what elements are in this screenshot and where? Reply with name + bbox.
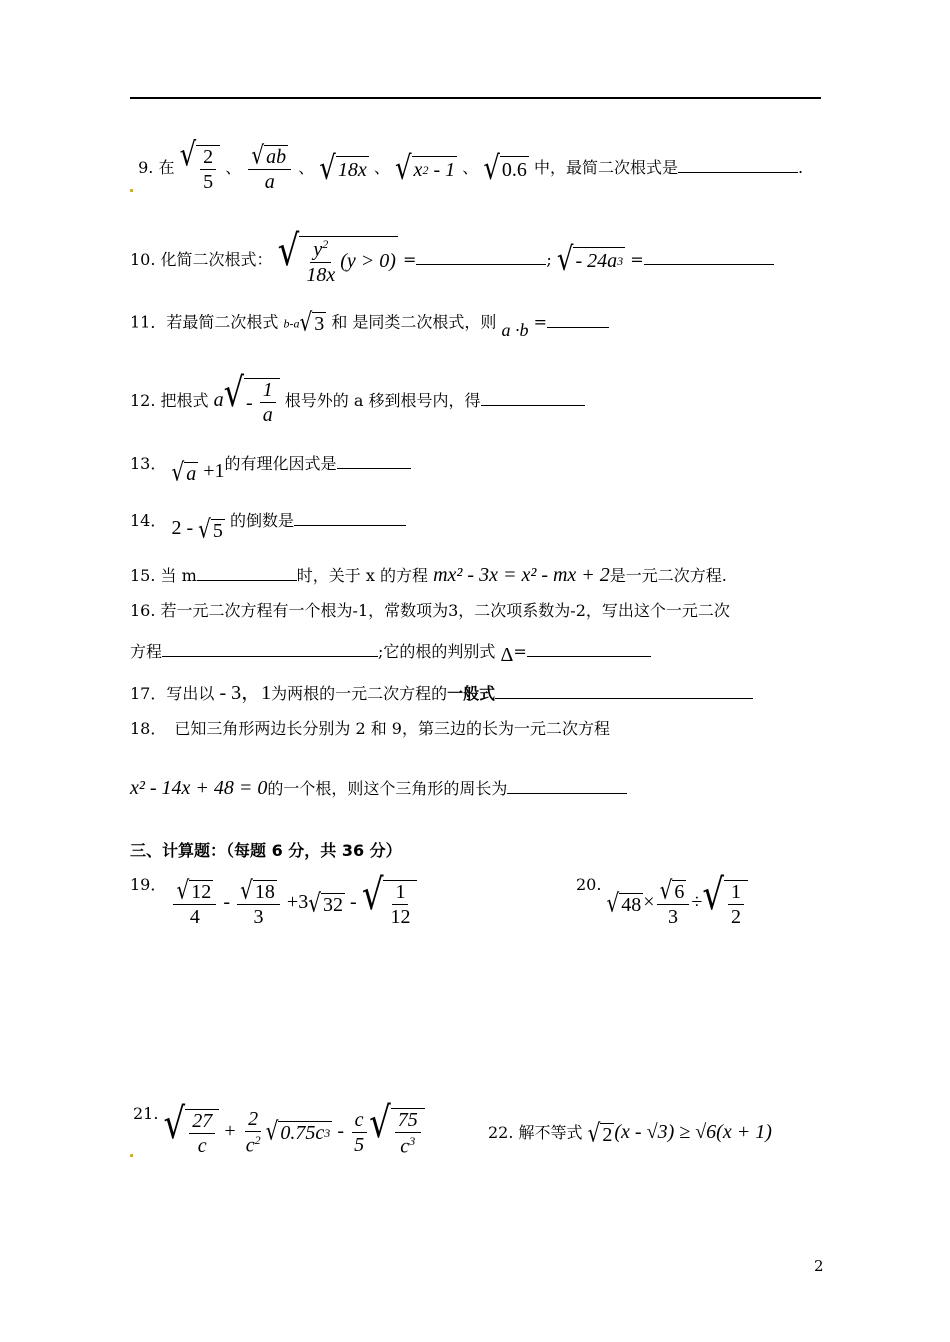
expr-c-over-5: $\frac{c}{5}$	[351, 1110, 367, 1155]
radical-x2-1: √ x 2 - 1	[394, 149, 456, 188]
question-20: 20. √ 48 × √ 6 3 ÷ √ $\frac{1}{2}$	[576, 880, 748, 927]
radical-0-75c3: √ 0.75 c 3	[265, 1116, 331, 1147]
question-12: 12. 把根式 a √ - $\frac{1}{a}$ 根号外的 a 移到根号内，得	[130, 378, 585, 425]
expr-2-over-c2: $\frac{2}{c^2}$	[245, 1108, 261, 1157]
answer-blank-12[interactable]	[481, 405, 585, 406]
question-15: 15. 当 m 时，关于 x 的方程 mx² - 3x = x² - mx + 2是一元二次方程.	[130, 564, 727, 586]
expr-sqrt6-over-3: √ 6 3	[657, 880, 690, 927]
radical-neg24a3: √ - 24a 3	[556, 241, 624, 280]
radical-3: √ 3	[299, 306, 325, 337]
page-number: 2	[814, 1257, 824, 1275]
question-17: 17．写出以 - 3，1为两根的一元二次方程的一般式	[130, 683, 753, 703]
radical-18x: √ 18 x	[319, 149, 367, 188]
radical-32: √ 32	[308, 887, 343, 918]
radical-a: √ a	[171, 456, 197, 487]
answer-blank-9[interactable]	[678, 172, 798, 173]
question-18-line2: x² - 14x + 48 = 0的一个根，则这个三角形的周长为	[130, 778, 627, 798]
answer-blank-16a[interactable]	[162, 656, 378, 657]
question-16-line2: 方程 ;它的根的判别式 Δ=	[130, 641, 651, 661]
question-19: 19． √ 12 4 - √ 18 3 +3 √ 32 - √ $\frac{1}{12}$	[130, 880, 417, 927]
question-16-line1: 16. 若一元二次方程有一个根为-1，常数项为3，二次项系数为-2，写出这个一元二次	[130, 601, 730, 620]
radical-5: √ 5	[198, 513, 223, 544]
question-21: 21. √ $\frac{27}{c}$ + $\frac{2}{c^2}$ √ 0.75 c 3 - $\frac{c}{5}$ √ $\frac{75}{c^3}$	[130, 1108, 425, 1157]
radical-1-over-12: √ $\frac{1}{12}$	[362, 880, 418, 927]
radical-0-6: √ 0.6	[483, 149, 527, 188]
radical-ab-over-a: √ ab a	[248, 145, 291, 192]
question-11: 11．若最简二次根式 b-a √ 3 和 是同类二次根式，则 a ·b =	[130, 312, 609, 334]
radical-neg-1-over-a: √ - $\frac{1}{a}$	[224, 378, 280, 425]
answer-blank-17[interactable]	[495, 698, 753, 699]
radical-2-5: √ $\frac{2}{5}$	[180, 145, 221, 192]
question-14: 14． 2 - √ 5 的倒数是	[130, 510, 406, 533]
answer-blank-15[interactable]	[197, 580, 297, 581]
answer-blank-10b[interactable]	[644, 264, 774, 265]
answer-blank-14[interactable]	[294, 525, 406, 526]
radical-48: √ 48	[606, 887, 642, 918]
radical-2: √ 2	[587, 1117, 613, 1148]
answer-blank-11[interactable]	[547, 327, 609, 328]
marker-dot	[130, 189, 133, 192]
question-22: 22. 解不等式 √ 2 (x - √3) ≥ √6(x + 1)	[488, 1117, 772, 1148]
radical-1-over-2: √ $\frac{1}{2}$	[702, 880, 748, 927]
question-9: 9. 在 √ $\frac{2}{5}$ 、 √ ab a 、 √ 18 x 、 √ x 2 - 1 、 √ 0.6 中，最简二次根式是 .	[130, 145, 803, 192]
radical-75-over-c3: √ $\frac{75}{c^3}$	[369, 1108, 425, 1157]
answer-blank-18[interactable]	[507, 793, 627, 794]
answer-blank-10a[interactable]	[416, 264, 546, 265]
radical-y2-18x: √ $\frac{y^2}{18x}$ (y > 0)	[277, 226, 396, 286]
question-13: 13． √ a +1的有理化因式是	[130, 453, 411, 476]
header-rule	[130, 97, 821, 99]
expr-sqrt18-over-3: √ 18 3	[237, 880, 280, 927]
expr-sqrt12-over-4: √ 12 4	[173, 880, 216, 927]
section-title: 三、计算题：（每题 6 分，共 36 分）	[130, 841, 402, 860]
question-18-line1: 18． 已知三角形两边长分别为 2 和 9，第三边的长为一元二次方程	[130, 719, 610, 738]
answer-blank-13[interactable]	[337, 468, 411, 469]
question-10: 10. 化简二次根式： √ $\frac{y^2}{18x}$ (y > 0) = ; √ - 24a 3 =	[130, 236, 774, 285]
marker-dot	[130, 1154, 133, 1157]
answer-blank-16b[interactable]	[527, 656, 651, 657]
radical-27-over-c: √ $\frac{27}{c}$	[164, 1109, 220, 1156]
